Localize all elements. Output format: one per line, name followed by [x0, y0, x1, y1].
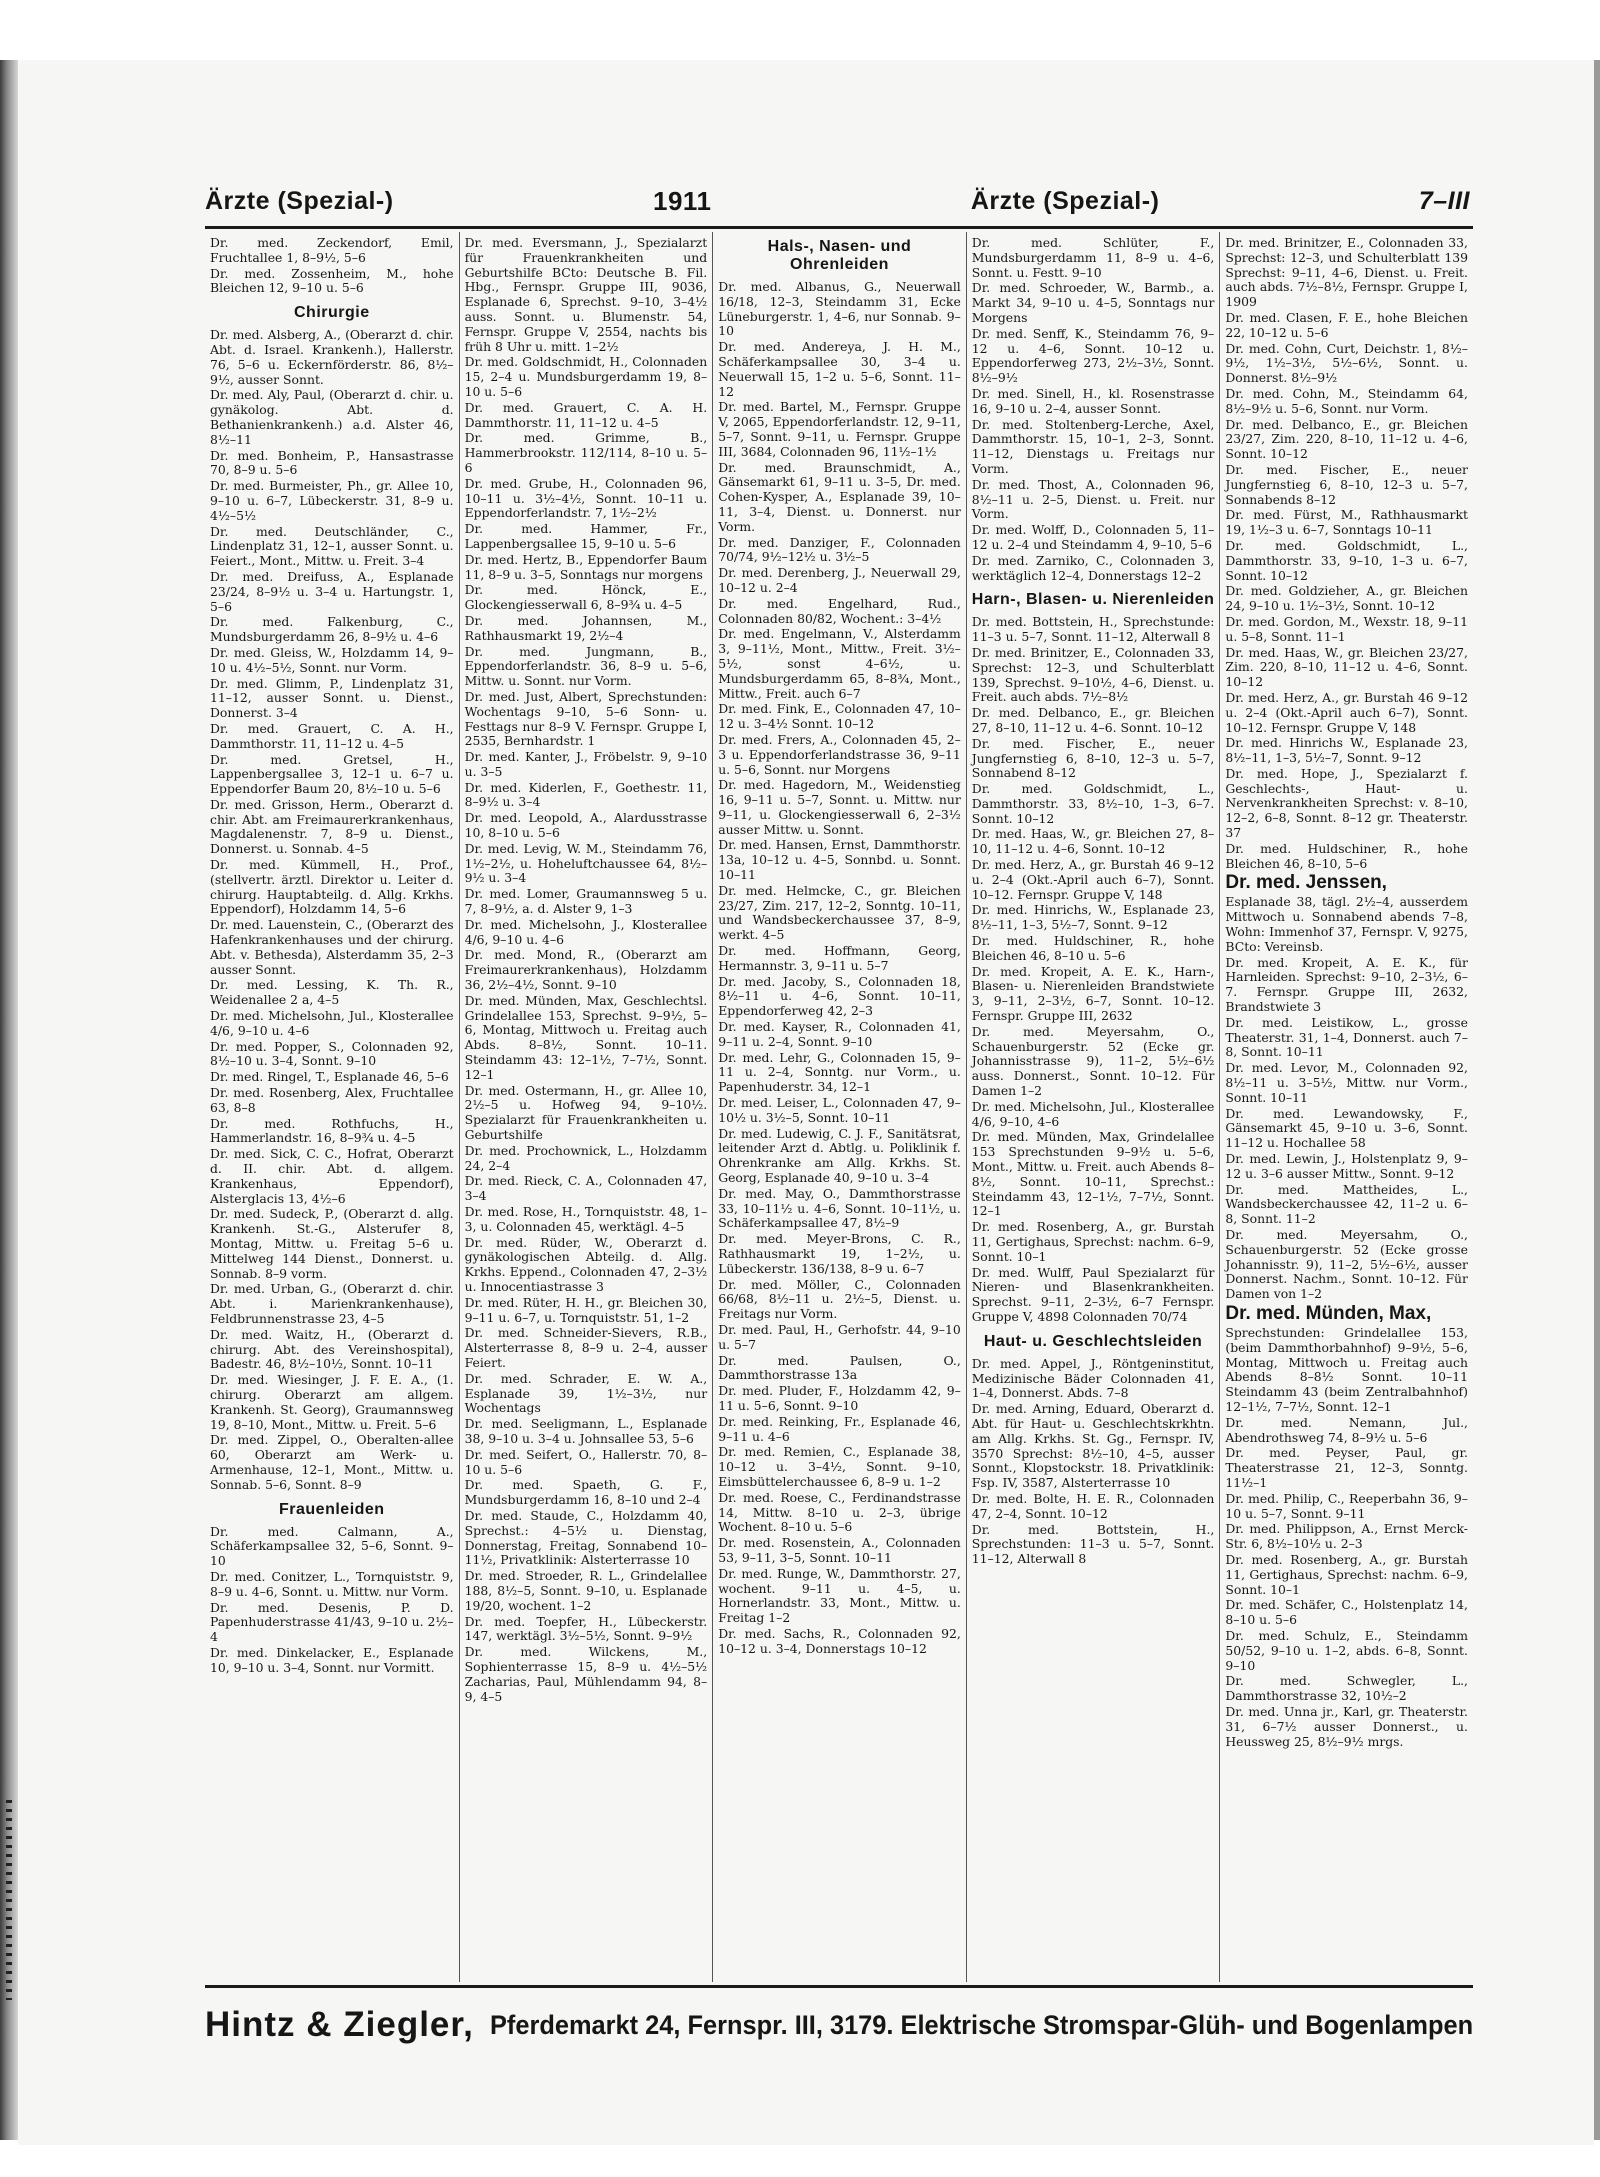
directory-entry: Dr. med. Kropeit, A. E. K., für Harnleiden. Sprechst: 9–10, 2–3½, 6–7. Fernspr. Gruppe III, 2632, Brandstwiete 3	[1225, 954, 1468, 1015]
directory-entry: Esplanade 38, tägl. 2½–4, ausserdem Mittwoch u. Sonnabend abends 7–8, Wohn: Immenhof 37, Fernspr. V, 9275, BCto: Vereinsb.	[1225, 894, 1468, 954]
directory-entry: Dr. med. Schwegler, L., Dammthorstrasse 32, 10½–2	[1225, 1673, 1468, 1704]
directory-entry: Dr. med. Hinrichs W., Esplanade 23, 8½–11, 1–3, 5½–7, Sonnt. 9–12	[1225, 735, 1468, 766]
directory-entry: Dr. med. Urban, G., (Oberarzt d. chir. Abt. i. Marienkrankenhause), Feldbrunnenstrasse 23, 4–5	[210, 1281, 454, 1326]
directory-entry: Dr. med. Delbanco, E., gr. Bleichen 23/27, Zim. 220, 8–10, 11–12 u. 4–6, Sonnt. 10–12	[1225, 416, 1468, 462]
directory-entry: Dr. med. Braunschmidt, A., Gänsemarkt 61, 9–11 u. 3–5, Dr. med. Cohen-Kysper, A., Esplanade 39, 10–11, 3–4, Dienst. u. Donnerst. nur Vorm.	[718, 459, 961, 534]
directory-entry: Dr. med. Mattheides, L., Wandsbeckerchaussee 42, 11–2 u. 6–8, Sonnt. 11–2	[1225, 1181, 1468, 1227]
directory-entry: Dr. med. Runge, W., Dammthorstr. 27, wochent. 9–11 u. 4–5, u. Hornerlandstr. 33, Mont., Mittw. u. Freitag 1–2	[718, 1565, 961, 1626]
directory-entry: Dr. med. Hertz, B., Eppendorfer Baum 11, 8–9 u. 3–5, Sonntags nur morgens	[464, 551, 708, 582]
advertisement-rule	[205, 1985, 1473, 1988]
column-5	[1219, 232, 1473, 1982]
directory-entry: Dr. med. Hagedorn, M., Weidenstieg 16, 9–11 u. 5–7, Sonnt. u. Mittw. nur 9–11, u. Glockengiesserwall 6, 2–3½ ausser Mittw. u. Sonnt.	[718, 777, 961, 837]
directory-entry: Dr. med. Bottstein, H., Sprechstunde: 11–3 u. 5–7, Sonnt. 11–12, Alterwall 8	[971, 614, 1215, 645]
directory-entry: Dr. med. Paulsen, O., Dammthorstrasse 13a	[718, 1352, 961, 1383]
directory-entry: Dr. med. Derenberg, J., Neuerwall 29, 10–12 u. 2–4	[718, 565, 961, 595]
scan-binding-marks	[6, 1800, 12, 2000]
directory-entry: Dr. med. Gordon, M., Wexstr. 18, 9–11 u. 5–8, Sonnt. 11–1	[1225, 613, 1468, 644]
advertisement-text: Pferdemarkt 24, Fernspr. III, 3179. Elektrische Stromspar-Glüh- und Bogenlampen	[489, 2009, 1473, 2040]
directory-entry: Dr. med. Philippson, A., Ernst Merck-Str. 6, 8½–10½ u. 2–3	[1225, 1521, 1468, 1552]
directory-entry: Dr. med. Michelsohn, Jul., Klosterallee 4/6, 9–10, 4–6	[971, 1098, 1215, 1129]
directory-entry: Dr. med. Sachs, R., Colonnaden 92, 10–12 u. 3–4, Donnerstags 10–12	[718, 1625, 961, 1656]
directory-entry: Dr. med. Kiderlen, F., Goethestr. 11, 8–9½ u. 3–4	[464, 779, 708, 810]
directory-entry: Dr. med. Fürst, M., Rathhausmarkt 19, 1½–3 u. 6–7, Sonntags 10–11	[1225, 507, 1468, 538]
directory-entry: Dr. med. Brinitzer, E., Colonnaden 33, Sprechst: 12–3, und Schulterblatt 139, Sprechst. 9–10½, 4–6, Dienst. u. Freit. auch abds. 7½–8½	[971, 644, 1215, 705]
directory-entry: Dr. med. Paul, H., Gerhofstr. 44, 9–10 u. 5–7	[718, 1321, 961, 1352]
section-heading: Chirurgie	[293, 304, 370, 322]
directory-entry: Dr. med. Hönck, E., Glockengiesserwall 6, 8–9¾ u. 4–5	[464, 582, 708, 613]
directory-entry: Dr. med. Gleiss, W., Holzdamm 14, 9–10 u. 4½–5½, Sonnt. nur Vorm.	[210, 644, 454, 675]
directory-entry: Dr. med. Desenis, P. D. Papenhuderstrasse 41/43, 9–10 u. 2½–4	[210, 1599, 454, 1645]
directory-entry: Dr. med. Bolte, H. E. R., Colonnaden 47, 2–4, Sonnt. 10–12	[971, 1490, 1215, 1521]
directory-entry: Dr. med. Brinitzer, E., Colonnaden 33, Sprechst: 12–3, und Schulterblatt 139 Sprechst: 9–11, 4–6, Dienst. u. Freit. auch abds. 7½–8½, Fernspr. Gruppe I, 1909	[1225, 235, 1468, 310]
directory-entry: Dr. med. Schneider-Sievers, R.B., Alsterterrasse 8, 8–9 u. 2–4, ausser Feiert.	[464, 1325, 708, 1370]
directory-entry: Dr. med. Kropeit, A. E. K., Harn-, Blasen- u. Nierenleiden Brandstwiete 3, 9–11, 2–3½, 6–7, Sonnt. 10–12. Fernspr. Gruppe III, 2632	[971, 963, 1215, 1024]
directory-entry: Dr. med. Hope, J., Spezialarzt f. Geschlechts-, Haut- u. Nervenkrankheiten Sprechst: v. 8–10, 12–2, 6–8, Sonnt. 8–12 gr. Theaterstr. 37	[1225, 765, 1468, 841]
directory-columns	[205, 232, 1473, 1982]
directory-entry: Dr. med. Fischer, E., neuer Jungfernstieg 6, 8–10, 12–3 u. 5–7, Sonnabend 8–12	[971, 735, 1215, 781]
directory-entry: Dr. med. Thost, A., Colonnaden 96, 8½–11 u. 2–5, Dienst. u. Freit. nur Vorm.	[971, 476, 1215, 522]
header-rule	[205, 226, 1473, 229]
directory-entry: Dr. med. Michelsohn, Jul., Klosterallee 4/6, 9–10 u. 4–6	[210, 1008, 454, 1038]
directory-entry: Dr. med. Zossenheim, M., hohe Bleichen 12, 9–10 u. 5–6	[210, 265, 454, 296]
section-heading: Frauenleiden	[279, 1500, 385, 1518]
directory-entry: Dr. med. Frers, A., Colonnaden 45, 2–3 u. Eppendorferlandstrasse 36, 9–11 u. 5–6, Sonnt. nur Morgens	[718, 731, 961, 777]
directory-entry: Dr. med. Lehr, G., Colonnaden 15, 9–11 u. 2–4, Sonntg. nur Vorm., u. Papenhuderstr. 34, 12–1	[718, 1049, 961, 1095]
directory-entry: Dr. med. Helmcke, C., gr. Bleichen 23/27, Zim. 217, 12–2, Sonntg. 10–11, und Wandsbeckerchaussee 37, 8–9, werkt. 4–5	[718, 882, 961, 943]
directory-entry: Dr. med. Delbanco, E., gr. Bleichen 27, 8–10, 11–12 u. 4–6. Sonnt. 10–12	[971, 705, 1215, 735]
directory-entry: Dr. med. Gretsel, H., Lappenbergsallee 3, 12–1 u. 6–7 u. Eppendorfer Baum 20, 8½–10 u. 5–6	[210, 751, 454, 797]
directory-entry: Dr. med. Appel, J., Röntgeninstitut, Medizinische Bäder Colonnaden 41, 1–4, Donnerst. Abds. 7–8	[971, 1355, 1215, 1401]
directory-entry: Dr. med. Mond, R., (Oberarzt am Freimaurerkrankenhaus), Holzdamm 36, 2½–4½, Sonnt. 9–10	[464, 947, 708, 993]
directory-entry: Dr. med. Meyer-Brons, C. R., Rathhausmarkt 19, 1–2½, u. Lübeckerstr. 136/138, 8–9 u. 6–7	[718, 1231, 961, 1276]
directory-entry: Dr. med. Lomer, Graumannsweg 5 u. 7, 8–9½, a. d. Alster 9, 1–3	[464, 886, 708, 917]
directory-entry: Dr. med. Lauenstein, C., (Oberarzt des Hafenkrankenhauses und der chirurg. Abt. v. Bethesda), Alsterdamm 35, 2–3 ausser Sonnt.	[210, 917, 454, 977]
directory-entry: Dr. med. Seeligmann, L., Esplanade 38, 9–10 u. 3–4 u. Johnsallee 53, 5–6	[464, 1416, 708, 1446]
directory-entry: Dr. med. Popper, S., Colonnaden 92, 8½–10 u. 3–4, Sonnt. 9–10	[210, 1038, 454, 1069]
directory-entry: Dr. med. Senff, K., Steindamm 76, 9–12 u. 4–6, Sonnt. 10–12 u. Eppendorferweg 273, 2½–3½, Sonnt. 8½–9½	[971, 325, 1215, 386]
directory-entry: Dr. med. Calmann, A., Schäferkampsallee 32, 5–6, Sonnt. 9–10	[210, 1523, 454, 1569]
directory-entry: Dr. med. Ostermann, H., gr. Allee 10, 2½–5 u. Hofweg 94, 9–10½. Spezialarzt für Frauenkrankheiten u. Geburtshilfe	[464, 1082, 708, 1143]
column-2	[459, 232, 713, 1982]
directory-entry: Dr. med. Spaeth, G. F., Mundsburgerdamm 16, 8–10 und 2–4	[464, 1477, 708, 1508]
directory-entry: Dr. med. Leistikow, L., grosse Theaterstr. 31, 1–4, Donnerst. auch 7–8, Sonnt. 10–11	[1225, 1014, 1468, 1060]
directory-entry: Dr. med. Pluder, F., Holzdamm 42, 9–11 u. 5–6, Sonnt. 9–10	[718, 1383, 961, 1413]
directory-entry: Dr. med. Glimm, P., Lindenplatz 31, 11–12, ausser Sonnt. u. Dienst., Donnerst. 3–4	[210, 675, 454, 721]
directory-entry: Dr. med. Just, Albert, Sprechstunden: Wochentags 9–10, 5–6 Sonn- u. Festtags nur 8–9 V. Fernspr. Gruppe I, 2535, Bernhardstr. 1	[464, 688, 708, 749]
directory-entry: Dr. med. Staude, C., Holzdamm 40, Sprechst.: 4–5½ u. Dienstag, Donnerstag, Freitag, Sonnabend 10–11½, Privatklinik: Alsterterrasse 10	[464, 1507, 708, 1568]
column-3	[712, 232, 966, 1982]
directory-entry: Dr. med. Wolff, D., Colonnaden 5, 11–12 u. 2–4 und Steindamm 4, 9–10, 5–6	[971, 522, 1215, 552]
directory-entry: Dr. med. Hoffmann, Georg, Hermannstr. 3, 9–11 u. 5–7	[718, 943, 961, 973]
directory-entry: Dr. med. Peyser, Paul, gr. Theaterstrasse 21, 12–3, Sonntg. 11½–1	[1225, 1445, 1468, 1490]
directory-entry: Dr. med. Conitzer, L., Tornquiststr. 9, 8–9 u. 4–6, Sonnt. u. Mittw. nur Vorm.	[210, 1568, 454, 1599]
directory-entry: Dr. med. Jungmann, B., Eppendorferlandstr. 36, 8–9 u. 5–6, Mittw. u. Sonnt. nur Vorm.	[464, 643, 708, 689]
directory-entry: Dr. med. Philip, C., Reeperbahn 36, 9–10 u. 5–7, Sonnt. 9–11	[1225, 1490, 1468, 1521]
directory-entry: Dr. med. Bottstein, H., Sprechstunden: 11–3 u. 5–7, Sonnt. 11–12, Alterwall 8	[971, 1521, 1215, 1567]
directory-entry: Dr. med. Grauert, C. A. H. Dammthorstr. 11, 11–12 u. 4–5	[464, 399, 708, 430]
featured-entry-name: Dr. med. Münden, Max,	[1225, 1302, 1432, 1324]
directory-entry: Sprechstunden: Grindelallee 153, (beim Dammthorbahnhof) 9–9½, 5–6, Montag, Mittwoch u. Freitag auch Abends 8–8½ Sonnt. 10–11 Steindamm 43 (beim Zentralbahnhof) 12–1½, 7–7½, Sonnt. 12–1	[1225, 1324, 1468, 1414]
directory-entry: Dr. med. Huldschiner, R., hohe Bleichen 46, 8–10 u. 5–6	[971, 933, 1215, 963]
directory-entry: Dr. med. Schlüter, F., Mundsburgerdamm 11, 8–9 u. 4–6, Sonnt. u. Festt. 9–10	[971, 235, 1215, 280]
directory-entry: Dr. med. Münden, Max, Geschlechtsl. Grindelallee 153, Sprechst. 9–9½, 5–6, Montag, Mittwoch u. Freitag auch Abds. 8–8½, Sonnt. 10–11. Steindamm 43: 12–1½, 7–7½, Sonnt. 12–1	[464, 992, 708, 1082]
directory-entry: Dr. med. Deutschländer, C., Lindenplatz 31, 12–1, ausser Sonnt. u. Feiert., Mont., Mittw. u. Freit. 3–4	[210, 523, 454, 569]
directory-entry: Dr. med. Grisson, Herm., Oberarzt d. chir. Abt. am Freimaurerkrankenhaus, Magdalenenstr. 7, 8–9 u. Dienst., Donnerst. u. Sonnab. 4–5	[210, 796, 454, 857]
directory-entry: Dr. med. Grimme, B., Hammerbrookstr. 112/114, 8–10 u. 5–6	[464, 430, 708, 475]
page-header	[205, 178, 1470, 224]
directory-entry: Dr. med. Stoltenberg-Lerche, Axel, Dammthorstr. 15, 10–1, 2–3, Sonnt. 11–12, Dienstags u. Freitags nur Vorm.	[971, 416, 1215, 476]
directory-entry: Dr. med. Dreifuss, A., Esplanade 23/24, 8–9½ u. 3–4 u. Hartungstr. 1, 5–6	[210, 568, 454, 614]
column-4	[966, 232, 1220, 1982]
directory-entry: Dr. med. Kanter, J., Fröbelstr. 9, 9–10 u. 3–5	[464, 749, 708, 779]
directory-entry: Dr. med. Goldschmidt, H., Colonnaden 15, 2–4 u. Mundsburgerdamm 19, 8–10 u. 5–6	[464, 354, 708, 399]
directory-entry: Dr. med. Leopold, A., Alardusstrasse 10, 8–10 u. 5–6	[464, 810, 708, 841]
directory-entry: Dr. med. Wiesinger, J. F. E. A., (1. chirurg. Oberarzt am allgem. Krankenh. St. Georg), Graumannsweg 19, 8–10, Mont., Mittw. u. Freit. 5–6	[210, 1372, 454, 1432]
directory-entry: Dr. med. Sudeck, P., (Oberarzt d. allg. Krankenh. St.-G., Alsterufer 8, Montag, Mittw. u. Freitag 5–6 u. Mittelweg 144 Dienst., Donnerst. u. Sonnab. 8–9 vorm.	[210, 1206, 454, 1281]
header-page-number: 7–III	[1418, 186, 1470, 215]
directory-entry: Dr. med. Michelsohn, J., Klosterallee 4/6, 9–10 u. 4–6	[464, 916, 708, 947]
directory-entry: Dr. med. Herz, A., gr. Burstah 46 9–12 u. 2–4 (Okt.-April auch 6–7), Sonnt. 10–12. Fernspr. Gruppe V, 148	[971, 857, 1215, 902]
directory-entry: Dr. med. Andereya, J. H. M., Schäferkampsallee 30, 3–4 u. Neuerwall 15, 1–2 u. 5–6, Sonnt. 11–12	[718, 339, 961, 399]
directory-entry: Dr. med. Bartel, M., Fernspr. Gruppe V, 2065, Eppendorferlandstr. 12, 9–11, 5–7, Sonnt. 9–11, u. Fernspr. Gruppe III, 3684, Colonnaden 96, 11½–1½	[718, 399, 961, 459]
directory-entry: Dr. med. Waitz, H., (Oberarzt d. chirurg. Abt. des Vereinshospital), Badestr. 46, 8½–10½, Sonnt. 10–11	[210, 1326, 454, 1372]
directory-entry: Dr. med. Zippel, O., Oberalten-allee 60, Oberarzt am Werk- u. Armenhause, 12–1, Mont., Mittw. u. Sonnab. 5–6, Sonnt. 8–9	[210, 1432, 454, 1492]
directory-entry: Dr. med. Goldschmidt, L., Dammthorstr. 33, 9–10, 1–3 u. 6–7, Sonnt. 10–12	[1225, 537, 1468, 583]
directory-entry: Dr. med. Rothfuchs, H., Hammerlandstr. 16, 8–9¾ u. 4–5	[210, 1115, 454, 1146]
directory-entry: Dr. med. Bonheim, P., Hansastrasse 70, 8–9 u. 5–6	[210, 447, 454, 478]
header-year: 1911	[653, 185, 712, 216]
directory-entry: Dr. med. Lessing, K. Th. R., Weidenallee 2 a, 4–5	[210, 977, 454, 1008]
advertiser-name: Hintz & Ziegler,	[205, 2005, 474, 2044]
directory-entry: Dr. med. Ludewig, C. J. F., Sanitätsrat, leitender Arzt d. Abtlg. u. Poliklinik f. Ohrenkranke am Allg. Krkhs. St. Georg, Esplanade 40, 9–10 u. 3–4	[718, 1125, 961, 1186]
directory-entry: Dr. med. Reinking, Fr., Esplanade 46, 9–11 u. 4–6	[718, 1413, 961, 1444]
directory-entry: Dr. med. Lewandowsky, F., Gänsemarkt 45, 9–10 u. 3–6, Sonnt. 11–12 u. Hochallee 58	[1225, 1105, 1468, 1151]
directory-entry: Dr. med. Cohn, M., Steindamm 64, 8½–9½ u. 5–6, Sonnt. nur Vorm.	[1225, 385, 1468, 416]
directory-entry: Dr. med. Schroeder, W., Barmb., a. Markt 34, 9–10 u. 4–5, Sonntags nur Morgens	[971, 280, 1215, 325]
section-heading: Hals-, Nasen- und Ohrenleiden	[767, 238, 912, 273]
directory-entry: Dr. med. Grube, H., Colonnaden 96, 10–11 u. 3½–4½, Sonnt. 10–11 u. Eppendorferlandstr. 7, 1½–2½	[464, 475, 708, 521]
directory-entry: Dr. med. Prochownick, L., Holzdamm 24, 2–4	[464, 1142, 708, 1173]
directory-entry: Dr. med. Rüder, W., Oberarzt d. gynäkologischen Abteilg. d. Allg. Krkhs. Eppend., Colonnaden 47, 2–3½ u. Innocentiastrasse 3	[464, 1234, 708, 1294]
directory-entry: Dr. med. Goldzieher, A., gr. Bleichen 24, 9–10 u. 1½–3½, Sonnt. 10–12	[1225, 583, 1468, 614]
directory-entry: Dr. med. Alsberg, A., (Oberarzt d. chir. Abt. d. Israel. Krankenh.), Hallerstr. 76, 5–6 u. Eckernförderstr. 86, 8½–9½, ausser Sonnt.	[210, 327, 454, 387]
directory-entry: Dr. med. Rosenberg, Alex, Fruchtallee 63, 8–8	[210, 1085, 454, 1115]
directory-entry: Dr. med. Rose, H., Tornquiststr. 48, 1–3, u. Colonnaden 45, werktägl. 4–5	[464, 1204, 708, 1234]
directory-entry: Dr. med. Huldschiner, R., hohe Bleichen 46, 8–10, 5–6	[1225, 840, 1468, 871]
header-left-title: Ärzte (Spezial-)	[205, 186, 394, 215]
directory-entry: Dr. med. Dinkelacker, E., Esplanade 10, 9–10 u. 3–4, Sonnt. nur Vormitt.	[210, 1644, 454, 1675]
directory-entry: Dr. med. Rüter, H. H., gr. Bleichen 30, 9–11 u. 6–7, u. Tornquiststr. 51, 1–2	[464, 1294, 708, 1325]
directory-entry: Dr. med. Levor, M., Colonnaden 92, 8½–11 u. 3–5½, Mittw. nur Vorm., Sonnt. 10–11	[1225, 1060, 1468, 1105]
header-right-title: Ärzte (Spezial-)	[970, 186, 1160, 215]
directory-entry: Dr. med. Leiser, L., Colonnaden 47, 9–10½ u. 3½–5, Sonnt. 10–11	[718, 1095, 961, 1125]
directory-entry: Dr. med. May, O., Dammthorstrasse 33, 10–11½ u. 4–6, Sonnt. 10–11½, u. Schäferkampsallee 47, 8½–9	[718, 1185, 961, 1231]
featured-entry-name: Dr. med. Jenssen,	[1225, 872, 1387, 894]
directory-entry: Dr. med. Hinrichs, W., Esplanade 23, 8½–11, 1–3, 5½–7, Sonnt. 9–12	[971, 902, 1215, 933]
directory-entry: Dr. med. Burmeister, Ph., gr. Allee 10, 9–10 u. 6–7, Lübeckerstr. 31, 8–9 u. 4½–5½	[210, 478, 454, 523]
directory-entry: Dr. med. Eversmann, J., Spezialarzt für Frauenkrankheiten und Geburtshilfe BCto: Deutsche B. Fil. Hbg., Fernspr. Gruppe III, 9036, Esplanade 6, Sprechst. 9–10, 3–4½ auss. Sonnt. u. Blumenstr. 54, Fernspr. Gruppe V, 2554, nachts bis früh 8 Uhr u. mitt. 1–2½	[464, 235, 708, 354]
directory-entry: Dr. med. Schäfer, C., Holstenplatz 14, 8–10 u. 5–6	[1225, 1597, 1468, 1628]
directory-entry: Dr. med. Goldschmidt, L., Dammthorstr. 33, 8½–10, 1–3, 6–7. Sonnt. 10–12	[971, 781, 1215, 826]
directory-entry: Dr. med. Haas, W., gr. Bleichen 23/27, Zim. 220, 8–10, 11–12 u. 4–6, Sonnt. 10–12	[1225, 644, 1468, 690]
directory-entry: Dr. med. Johannsen, M., Rathhausmarkt 19, 2½–4	[464, 612, 708, 643]
directory-entry: Dr. med. Fischer, E., neuer Jungfernstieg 6, 8–10, 12–3 u. 5–7, Sonnabends 8–12	[1225, 461, 1468, 507]
directory-entry: Dr. med. Aly, Paul, (Oberarzt d. chir. u. gynäkolog. Abt. d. Bethanienkrankenh.) a.d. Alster 46, 8½–11	[210, 387, 454, 447]
directory-entry: Dr. med. Engelhard, Rud., Colonnaden 80/82, Wochent.: 3–4½	[718, 595, 961, 626]
directory-entry: Dr. med. Rosenstein, A., Colonnaden 53, 9–11, 3–5, Sonnt. 10–11	[718, 1535, 961, 1565]
advertisement-banner	[205, 1990, 1473, 2060]
directory-entry: Dr. med. Münden, Max, Grindelallee 153 Sprechstunden 9–9½ u. 5–6, Mont., Mittw. u. Freit. auch Abends 8–8½, Sonnt. 10–11, Sprechst.: Steindamm 43, 12–1½, 7–7½, Sonnt. 12–1	[971, 1129, 1215, 1219]
directory-entry: Dr. med. Zeckendorf, Emil, Fruchtallee 1, 8–9½, 5–6	[210, 235, 454, 265]
directory-entry: Dr. med. Wilckens, M., Sophienterrasse 15, 8–9 u. 4½–5½ Zacharias, Paul, Mühlendamm 94, 8–9, 4–5	[464, 1644, 708, 1704]
directory-entry: Dr. med. Roese, C., Ferdinandstrasse 14, Mittw. 8–10 u. 2–3, übrige Wochent. 8–10 u. 5–6	[718, 1489, 961, 1535]
directory-entry: Dr. med. Rosenberg, A., gr. Burstah 11, Gertighaus, Sprechst: nachm. 6–9, Sonnt. 10–1	[971, 1219, 1215, 1264]
directory-entry: Dr. med. Meyersahm, O., Schauenburgerstr. 52 (Ecke gr. Johannisstrasse 9), 11–2, 5½–6½ auss. Donnerst., Sonnt. 10–12. Für Damen 1–2	[971, 1023, 1215, 1099]
directory-entry: Dr. med. Stroeder, R. L., Grindelallee 188, 8½–5, Sonnt. 9–10, u. Esplanade 19/20, wochent. 1–2	[464, 1568, 708, 1613]
directory-entry: Dr. med. Herz, A., gr. Burstah 46 9–12 u. 2–4 (Okt.-April auch 6–7), Sonnt. 10–12. Fernspr. Gruppe V, 148	[1225, 689, 1468, 735]
scan-right-edge	[1594, 60, 1600, 2140]
directory-entry: Dr. med. Jacoby, S., Colonnaden 18, 8½–11 u. 4–6, Sonnt. 10–11, Eppendorferweg 42, 2–3	[718, 973, 961, 1019]
column-1	[205, 232, 459, 1982]
directory-entry: Dr. med. Albanus, G., Neuerwall 16/18, 12–3, Steindamm 31, Ecke Lüneburgerstr. 1, 4–6, nur Sonnab. 9–10	[718, 279, 961, 339]
directory-entry: Dr. med. Fink, E., Colonnaden 47, 10–12 u. 3–4½ Sonnt. 10–12	[718, 701, 961, 732]
directory-entry: Dr. med. Toepfer, H., Lübeckerstr. 147, werktägl. 3½–5½, Sonnt. 9–9½	[464, 1613, 708, 1644]
directory-entry: Dr. med. Hammer, Fr., Lappenbergsallee 15, 9–10 u. 5–6	[464, 521, 708, 551]
directory-entry: Dr. med. Falkenburg, C., Mundsburgerdamm 26, 8–9½ u. 4–6	[210, 614, 454, 645]
directory-entry: Dr. med. Lewin, J., Holstenplatz 9, 9–12 u. 3–6 ausser Mittw., Sonnt. 9–12	[1225, 1151, 1468, 1181]
directory-entry: Dr. med. Haas, W., gr. Bleichen 27, 8–10, 11–12 u. 4–6, Sonnt. 10–12	[971, 826, 1215, 857]
directory-entry: Dr. med. Kayser, R., Colonnaden 41, 9–11 u. 2–4, Sonnt. 9–10	[718, 1019, 961, 1049]
directory-entry: Dr. med. Kümmell, H., Prof., (stellvertr. ärztl. Direktor u. Leiter d. chirurg. Hauptabteilg. d. Allg. Krkhs. Eppendorf), Holzdamm 14, 5–6	[210, 857, 454, 917]
directory-entry: Dr. med. Zarniko, C., Colonnaden 3, werktäglich 12–4, Donnerstags 12–2	[971, 552, 1215, 583]
directory-entry: Dr. med. Nemann, Jul., Abendrothsweg 74, 8–9½ u. 5–6	[1225, 1414, 1468, 1445]
directory-entry: Dr. med. Schulz, E., Steindamm 50/52, 9–10 u. 1–2, abds. 6–8, Sonnt. 9–10	[1225, 1627, 1468, 1673]
directory-entry: Dr. med. Rosenberg, A., gr. Burstah 11, Gertighaus, Sprechst: nachm. 6–9, Sonnt. 10–1	[1225, 1551, 1468, 1597]
directory-entry: Dr. med. Seifert, O., Hallerstr. 70, 8–10 u. 5–6	[464, 1446, 708, 1477]
directory-entry: Dr. med. Danziger, F., Colonnaden 70/74, 9½–12½ u. 3½–5	[718, 534, 961, 565]
directory-entry: Dr. med. Grauert, C. A. H., Dammthorstr. 11, 11–12 u. 4–5	[210, 720, 454, 751]
directory-entry: Dr. med. Engelmann, V., Alsterdamm 3, 9–11½, Mont., Mittw., Freit. 3½–5½, sonst 4–6½, u. Mundsburgerdamm 65, 8–8¾, Mont., Mittw., Freit. auch 6–7	[718, 626, 961, 701]
directory-entry: Dr. med. Sick, C. C., Hofrat, Oberarzt d. II. chir. Abt. d. allgem. Krankenhaus, Eppendorf), Alsterglacis 13, 4½–6	[210, 1146, 454, 1206]
directory-entry: Dr. med. Wulff, Paul Spezialarzt für Nieren- und Blasenkrankheiten. Sprechst. 9–11, 2–3½, 6–7 Fernspr. Gruppe V, 4898 Colonnaden 70/74	[971, 1264, 1215, 1324]
directory-entry: Dr. med. Cohn, Curt, Deichstr. 1, 8½–9½, 1½–3½, 5½–6½, Sonnt. u. Donnerst. 8½–9½	[1225, 340, 1468, 386]
directory-entry: Dr. med. Möller, C., Colonnaden 66/68, 8½–11 u. 2½–5, Dienst. u. Freitags nur Vorm.	[718, 1276, 961, 1322]
directory-entry: Dr. med. Levig, W. M., Steindamm 76, 1½–2½, u. Hoheluftchaussee 64, 8½–9½ u. 3–4	[464, 840, 708, 886]
directory-entry: Dr. med. Clasen, F. E., hohe Bleichen 22, 10–12 u. 5–6	[1225, 309, 1468, 340]
directory-entry: Dr. med. Ringel, T., Esplanade 46, 5–6	[210, 1069, 449, 1085]
directory-entry: Dr. med. Hansen, Ernst, Dammthorstr. 13a, 10–12 u. 4–5, Sonnbd. u. Sonnt. 10–11	[718, 837, 961, 883]
directory-entry: Dr. med. Unna jr., Karl, gr. Theaterstr. 31, 6–7½ ausser Donnerst., u. Heussweg 25, 8½–9½ mrgs.	[1225, 1703, 1468, 1749]
directory-entry: Dr. med. Arning, Eduard, Oberarzt d. Abt. für Haut- u. Geschlechtskrkhtn. am Allg. Krkhs. St. Gg., Fernspr. IV, 3570 Sprechst: 8½–10, 4–5, ausser Sonnt., Klopstockstr. 18. Privatklinik: Fsp. IV, 3587, Alsterterrasse 10	[971, 1401, 1215, 1491]
section-heading: Harn-, Blasen- u. Nierenleiden	[971, 591, 1215, 609]
directory-entry: Dr. med. Meyersahm, O., Schauenburgerstr. 52 (Ecke grosse Johannisstr. 9), 11–2, 5½–6½, ausser Donnerst. Nachm., Sonnt. 10–12. Für Damen von 1–2	[1225, 1227, 1468, 1302]
section-heading: Haut- u. Geschlechtsleiden	[983, 1332, 1203, 1350]
directory-entry: Dr. med. Remien, C., Esplanade 38, 10–12 u. 3–4½, Sonnt. 9–10, Eimsbüttelerchaussee 6, 8–9 u. 1–2	[718, 1444, 961, 1489]
directory-entry: Dr. med. Sinell, H., kl. Rosenstrasse 16, 9–10 u. 2–4, ausser Sonnt.	[971, 385, 1215, 416]
directory-entry: Dr. med. Schrader, E. W. A., Esplanade 39, 1½–3½, nur Wochentags	[464, 1370, 708, 1416]
directory-entry: Dr. med. Rieck, C. A., Colonnaden 47, 3–4	[464, 1173, 708, 1204]
